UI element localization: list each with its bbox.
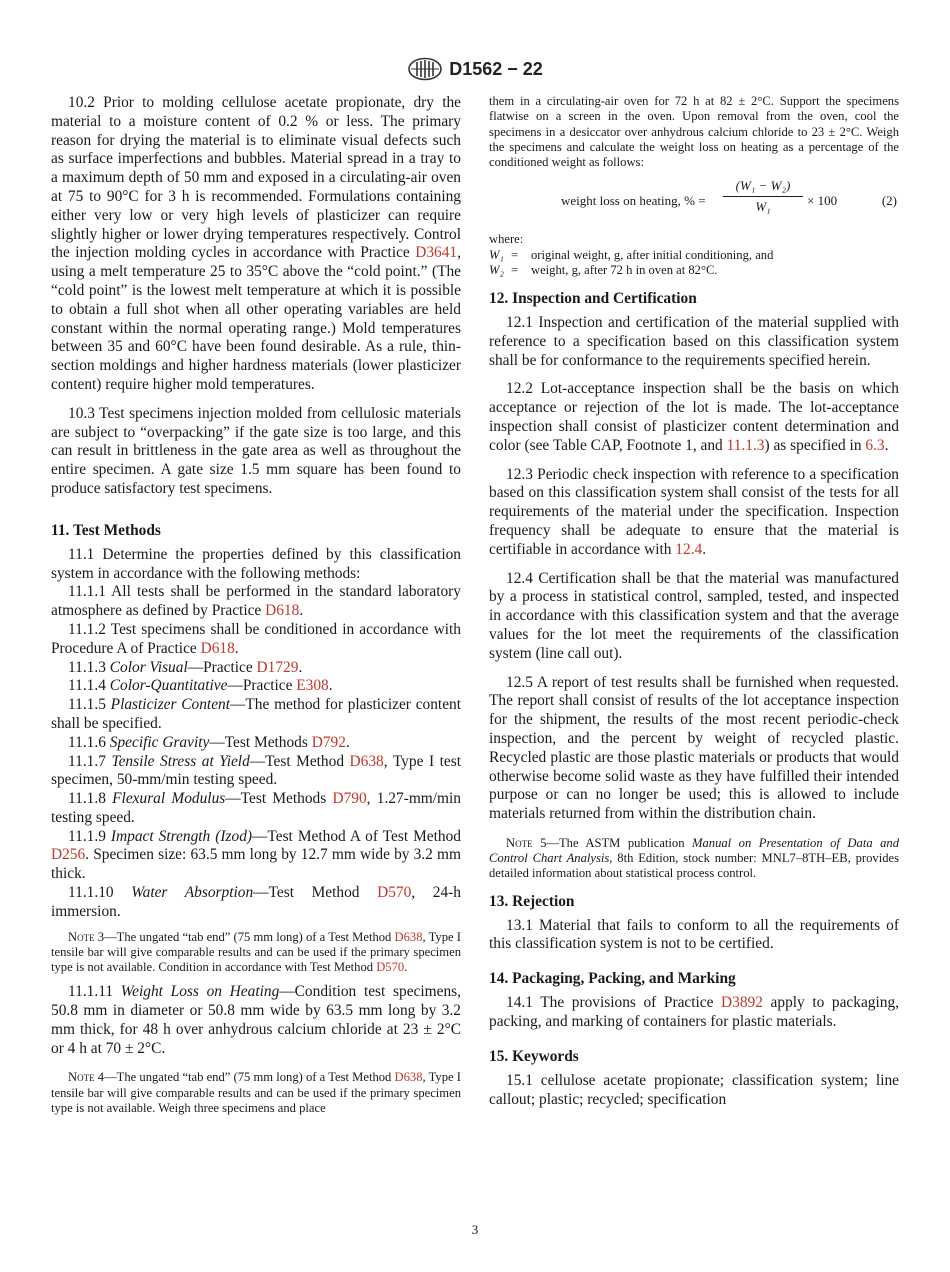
paragraph-11-1-1: 11.1.1 All tests shall be performed in the standard laboratory atmosphere as defined by Practice D618. [51,583,461,620]
definition-w1: W₁ = original weight, g, after initial conditioning, and [489,247,774,262]
link-6-3[interactable]: 6.3 [865,436,885,454]
equation-denominator: W₁ [755,199,771,215]
note-4: Note 4—The ungated “tab end” (75 mm long) of a Test Method D638, Type I tensile bar will give comparable results and can be used if the primary specimen type is not available. Weigh three specimens and place [51,1070,461,1115]
paragraph-12-3: 12.3 Periodic check inspection with reference to a specification based on this classification system shall consist of the tests for all requirements of the material under the specification. Inspection frequency shall be adequate to ensure that the material is certifiable in accordance with 12.4. [489,465,899,558]
link-d618[interactable]: D618 [265,602,300,620]
link-d570[interactable]: D570 [377,884,412,902]
link-11-1-3[interactable]: 11.1.3 [726,436,765,454]
note-5: Note 5—The ASTM publication Manual on Presentation of Data and Control Chart Analysis, 8th Edition, stock number: MNL7–8TH–EB, provides detailed information about statistical process control. [489,835,899,881]
paragraph-13-1: 13.1 Material that fails to conform to all the requirements of this classification system is not to be certified. [489,916,899,953]
link-d570-note3[interactable]: D570 [376,960,405,975]
link-d256[interactable]: D256 [51,846,86,864]
paragraph-11-1-6: 11.1.6 Specific Gravity—Test Methods D792. [68,733,350,751]
equation-numerator: (W₁ − W₂) [723,178,803,197]
left-column [51,94,461,1116]
link-d638-note3[interactable]: D638 [394,929,423,944]
equation-fraction [723,178,803,215]
paragraph-15-1: 15.1 cellulose acetate propionate; classification system; line callout; plastic; recycled; specification [489,1071,899,1108]
section-heading-13: 13. Rejection [489,892,575,910]
note-3: Note 3—The ungated “tab end” (75 mm long) of a Test Method D638, Type I tensile bar will give comparable results and can be used if the primary specimen type is not available. Condition in accordance with Test Method D570. [51,929,461,975]
link-e308[interactable]: E308 [296,677,329,695]
paragraph-11-1-4: 11.1.4 Color-Quantitative—Practice E308. [68,677,333,695]
paragraph-11-1-9: 11.1.9 Impact Strength (Izod)—Test Method A of Test Method D256. Specimen size: 63.5 mm long by 12.7 mm wide by 3.2 mm thick. [51,827,461,883]
definition-w2: W₂ = weight, g, after 72 h in oven at 82°C. [489,263,718,278]
page-header [0,56,950,82]
link-d638[interactable]: D638 [349,752,384,770]
link-d3892[interactable]: D3892 [721,994,763,1012]
link-d790[interactable]: D790 [332,790,367,808]
paragraph-11-1-7: 11.1.7 Tensile Stress at Yield—Test Method D638, Type I test specimen, 50-mm/min testing speed. [51,752,461,789]
equation-rhs: × 100 [807,193,838,209]
paragraph-12-2: 12.2 Lot-acceptance inspection shall be the basis on which acceptance or rejection of the lot is made. The lot-acceptance inspection shall consist of plasticizer content determination and color (see Table CAP, Footnote 1, and 11.1.3) as specified in 6.3. [489,380,899,454]
section-heading-15: 15. Keywords [489,1047,579,1065]
paragraph-11-1-5: 11.1.5 Plasticizer Content—The method for plasticizer content shall be specified. [51,696,461,732]
where-label: where: [489,232,524,247]
paragraph-10-3: 10.3 Test specimens injection molded from cellulosic materials are subject to “overpacking” if the gate size is too large, and this can result in brittleness in the gate area as well as throughout the entire specimen. A gate size 1.5 mm square has been found to produce satisfactory test specimens. [51,404,461,497]
paragraph-12-5: 12.5 A report of test results shall be furnished when requested. The report shall consist of results of the lot acceptance inspection for the shipment, the results of the most recent periodic-check inspection, and the percent by weight of recycled plastic. Recycled plastic are those plastic materials or products that would otherwise become solid waste as they have fulfilled their intended purpose or can no longer be used; this is allowed to include materials returned from within the distribution chain. [489,673,899,823]
section-heading-14: 14. Packaging, Packing, and Marking [489,970,736,988]
paragraph-10-2: 10.2 Prior to molding cellulose acetate propionate, dry the material to a moisture content of 0.2 % or less. The primary reason for drying the material is to eliminate visual defects such as surface imperfections and bubbles. Material spread in a tray to a maximum depth of 50 mm and exposed in a circulating-air oven at 75 to 90°C for 3 h is recommended. Formulations containing either very low or very high levels of plasticizer can require slightly higher or lower drying temperatures respectively. Control the injection molding cycles in accordance with Practice D3641, using a melt temperature 25 to 35°C above the “cold point.” (The “cold point” is the lowest melt temperature at which it is possible to obtain a full shot when all other operating variables are held constant within the normal operating range.) Mold temperatures between 35 and 60°C have been found desirable. As a rule, thin-section moldings and higher hardness materials (lower plasticizer content) require higher mold temperatures. [51,94,461,393]
paragraph-14-1: 14.1 The provisions of Practice D3892 apply to packaging, packing, and marking of containers for plastic materials. [489,994,899,1030]
paragraph-11-1-11: 11.1.11 Weight Loss on Heating—Condition test specimens, 50.8 mm in diameter or 50.8 mm wide by 63.5 mm long by 3.2 mm thick, for 48 h over anhydrous calcium chloride at 23 ± 2°C or 4 h at 70 ± 2°C. [51,983,461,1057]
paragraph-11-1-2: 11.1.2 Test specimens shall be conditioned in accordance with Procedure A of Practice D618. [51,620,461,657]
right-column [489,94,899,1109]
paragraph-11-1-3: 11.1.3 Color Visual—Practice D1729. [68,658,303,676]
page-number: 3 [471,1222,479,1237]
equation-2 [489,174,899,226]
section-heading-11: 11. Test Methods [51,521,161,539]
equation-lhs: weight loss on heating, % = [561,193,706,209]
paragraph-11-1-10: 11.1.10 Water Absorption—Test Method D570, 24-h immersion. [51,884,461,920]
paragraph-12-1: 12.1 Inspection and certification of the material supplied with reference to a specification based on this classification system shall be for conformance to the requirements specified herein. [489,313,899,369]
paragraph-11-1: 11.1 Determine the properties defined by this classification system in accordance with the following methods: [51,545,461,582]
link-d1729[interactable]: D1729 [256,658,299,676]
link-d618-2[interactable]: D618 [200,639,235,657]
paragraph-11-1-8: 11.1.8 Flexural Modulus—Test Methods D790, 1.27-mm/min testing speed. [51,790,461,826]
document-id: D1562 − 22 [449,58,543,79]
equation-number: (2) [881,193,897,209]
section-heading-12: 12. Inspection and Certification [489,289,697,307]
astm-logo-icon [407,57,443,81]
link-d792[interactable]: D792 [311,733,346,751]
link-d638-note4[interactable]: D638 [394,1070,423,1085]
paragraph-12-4: 12.4 Certification shall be that the material was manufactured by a process in statistical control, sampled, tested, and inspected in accordance with this classification system and that the average values for the lot meet the requirements of the classification system (line call out). [489,569,899,662]
variable-definitions [489,232,899,279]
paragraph-11-1-11-continued: them in a circulating-air oven for 72 h at 82 ± 2°C. Support the specimens flatwise on a screen in the oven. Upon removal from the oven, cool the specimens in a desiccator over anhydrous calcium chloride to 23 ± 2°C. Weigh the specimens and calculate the weight loss on heating as a percentage of the conditioned weight as follows: [489,94,899,170]
link-d3641[interactable]: D3641 [415,244,458,262]
link-12-4[interactable]: 12.4 [675,540,703,558]
